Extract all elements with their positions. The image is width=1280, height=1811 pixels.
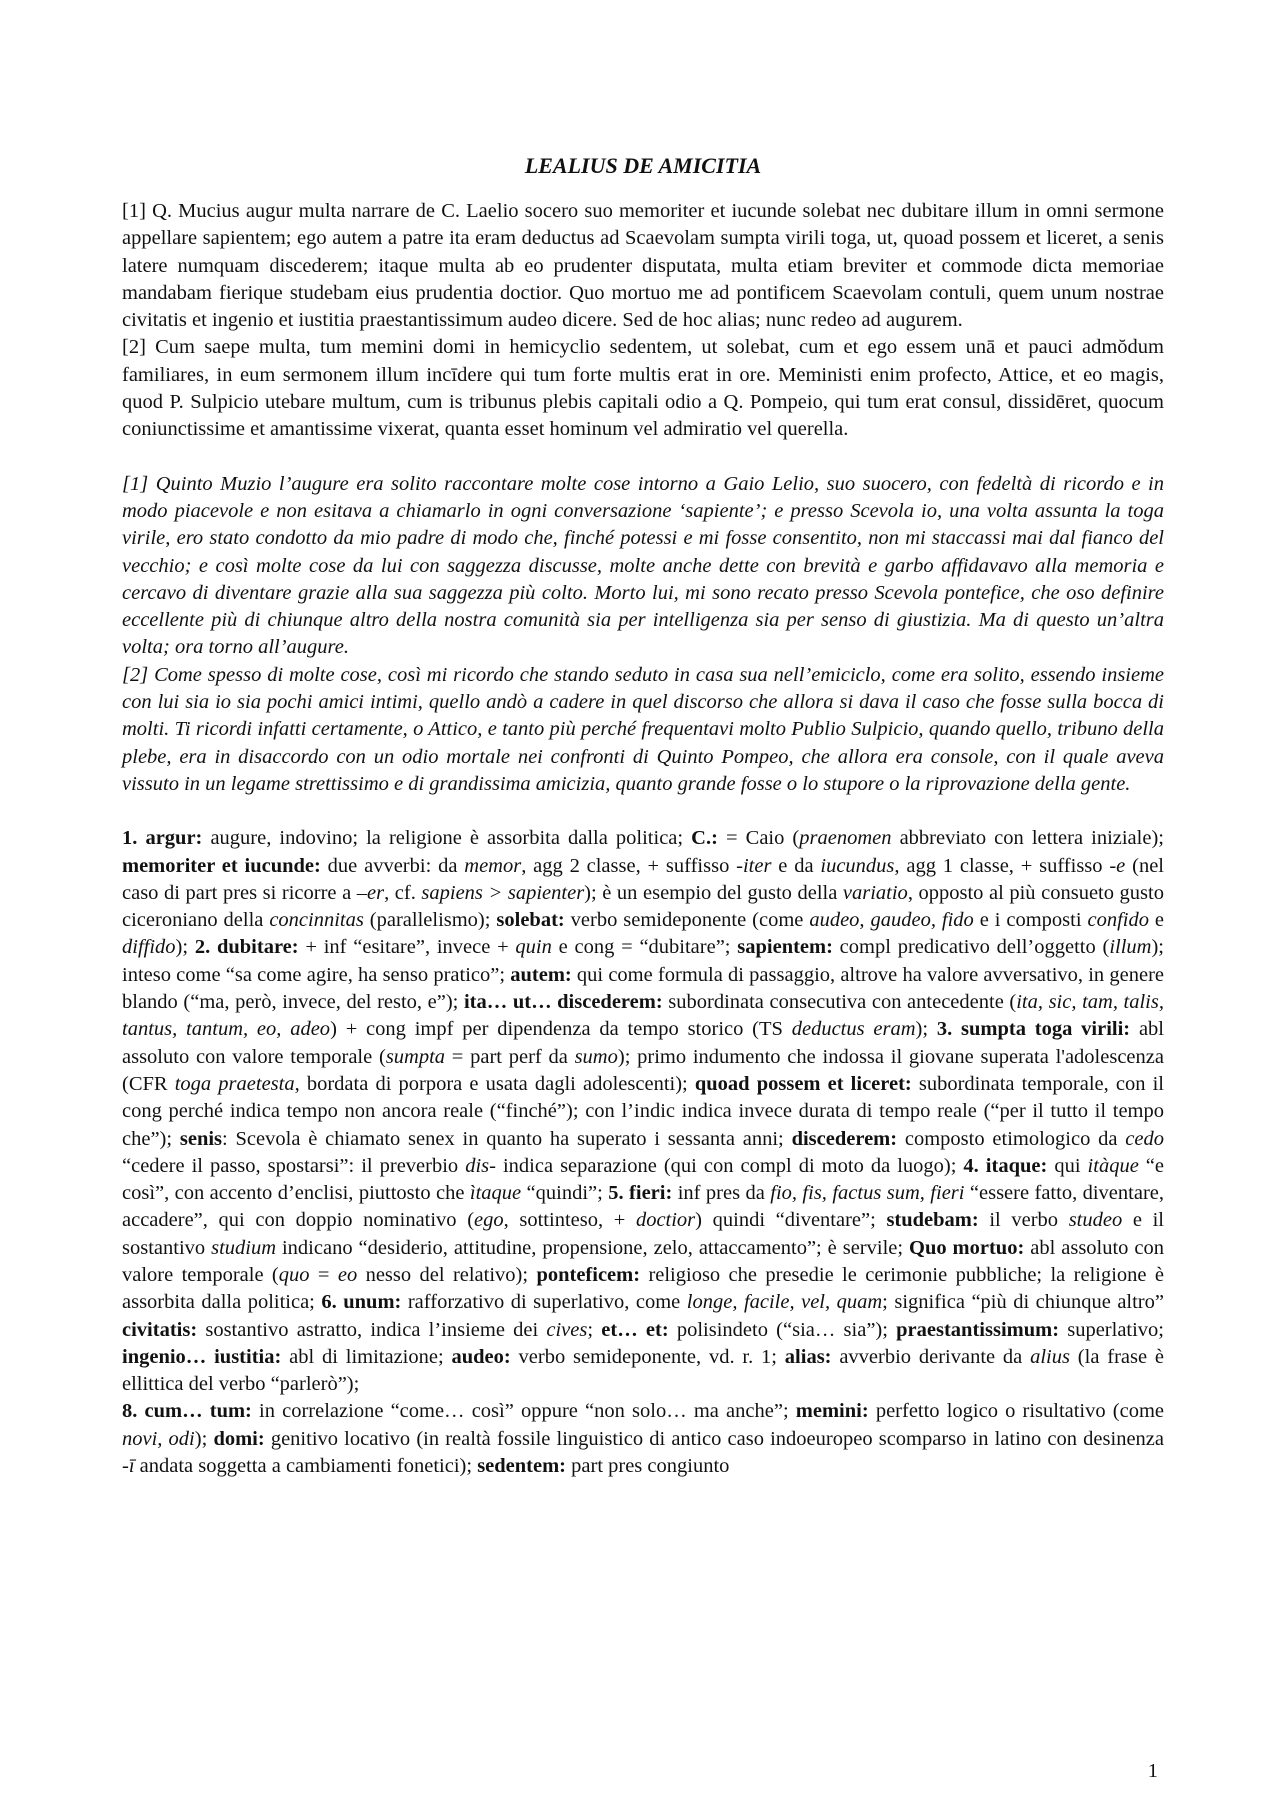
note-text: sostantivo astratto, indica l’insieme dei [197, 1318, 547, 1341]
note-italic: -ī [122, 1455, 135, 1478]
note-text: polisindeto (“sia… sia”); [668, 1318, 897, 1341]
note-italic: alius [1030, 1345, 1070, 1368]
note-text: andata soggetta a cambiamenti fonetici); [134, 1455, 478, 1478]
note-text: ); [194, 1427, 214, 1450]
note-term: 3. sumpta toga virili: [936, 1018, 1131, 1041]
note-text: verbo semideponente, vd. r. 1; [510, 1345, 785, 1368]
note-text: compl predicativo dell’oggetto ( [832, 936, 1110, 959]
note-italic: iucundus [820, 854, 895, 877]
note-text: = Caio ( [717, 827, 800, 850]
note-term: sapientem: [737, 936, 833, 959]
note-italic: fio, fis, factus sum, fieri [770, 1182, 965, 1205]
note-text: : Scevola è chiamato senex in quanto ha superato i sessanta anni; [222, 1127, 792, 1150]
note-text: ); è un esempio del gusto della [584, 881, 843, 904]
note-italic: diffido [122, 936, 176, 959]
note-italic: variatio [842, 881, 908, 904]
note-text: augure, indovino; la religione è assorbita dalla politica; [202, 827, 692, 850]
note-text: perfetto logico o risultativo (come [868, 1400, 1164, 1423]
note-term: memoriter et iucunde: [122, 854, 321, 877]
note-text: = part perf da [445, 1045, 575, 1068]
note-term: alias: [784, 1345, 832, 1368]
note-italic: sapiens > sapienter [421, 881, 585, 904]
note-text: ); [175, 936, 195, 959]
notes-paragraph-1 [122, 825, 1164, 1398]
note-text: religioso che presedie le cerimonie pubbliche; la religione è assorbita dalla politica; [122, 1263, 1164, 1314]
note-text: (nel caso di part pres si ricorre a [122, 854, 1164, 904]
note-italic: memor [464, 854, 522, 877]
note-italic: dis- [465, 1154, 496, 1177]
note-italic: novi, odi [122, 1427, 195, 1450]
note-term: Quo mortuo: [909, 1236, 1025, 1259]
note-text: avverbio derivante da [831, 1345, 1031, 1368]
note-term: sedentem: [477, 1455, 567, 1478]
note-italic: eo [337, 1263, 358, 1286]
note-italic: -e [1109, 854, 1126, 877]
note-text: , cf. [384, 881, 422, 904]
note-italic: illum [1109, 936, 1152, 959]
note-text: superlativo; [1059, 1318, 1164, 1341]
note-term: quoad possem et liceret: [694, 1072, 912, 1095]
note-italic: studeo [1068, 1209, 1123, 1232]
note-text: ); [915, 1018, 937, 1041]
document-title: LEALIUS DE AMICITIA [524, 153, 762, 178]
note-italic: cedo [1125, 1127, 1164, 1150]
note-italic: deductus eram [791, 1018, 916, 1041]
note-term: domi: [213, 1427, 265, 1450]
note-italic: -iter [736, 854, 772, 877]
note-italic: audeo, gaudeo, fido [809, 909, 974, 932]
note-text: qui [1047, 1154, 1088, 1177]
notes-paragraph-2 [122, 1398, 1164, 1480]
note-term: 5. fieri: [608, 1182, 673, 1205]
note-italic: ita, sic, tam, talis, tantus, tantum, eo, adeo [122, 991, 1164, 1041]
note-text: e i composti [973, 909, 1088, 932]
note-term: ingenio… iustitia: [122, 1345, 282, 1368]
page-number: 1 [1147, 1760, 1158, 1782]
note-text: , opposto al più consueto gusto ciceroniano della [122, 881, 1164, 932]
note-term: audeo: [451, 1345, 511, 1368]
note-text: nesso del relativo); [357, 1263, 537, 1286]
note-term: 2. dubitare: [194, 936, 299, 959]
note-text: ); primo indumento che indossa il giovane superata l'adolescenza (CFR [122, 1045, 1164, 1095]
note-text: subordinata temporale, con il cong perché indica tempo non ancora reale (“finché”); con l’indic indica invece durata di tempo reale (“per il tutto il tempo che”); [122, 1072, 1164, 1150]
note-text: due avverbi: da [320, 854, 465, 877]
note-italic: confido [1087, 909, 1149, 932]
note-text: e cong = “dubitare”; [551, 936, 738, 959]
note-text: e da [771, 854, 821, 877]
note-term: 8. cum… tum: [122, 1400, 252, 1423]
note-term: praestantissimum: [896, 1318, 1060, 1341]
note-term: 4. itaque: [963, 1154, 1048, 1177]
note-text: abl assoluto con valore temporale ( [122, 1018, 1164, 1068]
note-text: subordinata consecutiva con antecedente ( [662, 991, 1017, 1014]
note-text: part pres congiunto [566, 1455, 730, 1478]
note-text: , agg 2 classe, + suffisso [521, 854, 737, 877]
latin-paragraph-2: [2] Cum saepe multa, tum memini domi in hemicyclio sedentem, ut solebat, cum et ego essem unā et pauci admŏdum familiares, in eum sermonem illum incīdere qui tum forte multis erat in ore. Meministi enim profecto, Attice, et eo magis, quod P. Sulpicio utebare multum, cum is tribunus plebis capitali odio a Q. Pompeio, qui tum erat consul, dissidēret, quocum coniunctissime et amantissime vixerat, quanta esset hominum vel admiratio vel querella. [122, 336, 1164, 441]
note-text: , agg 1 classe, + suffisso [894, 854, 1110, 877]
note-term: autem: [510, 963, 572, 986]
note-text: (parallelismo); [363, 909, 497, 932]
note-italic: quo [278, 1263, 310, 1286]
note-italic: studium [211, 1236, 277, 1259]
spacer [122, 444, 1164, 471]
italian-paragraph-2: [2] Come spesso di molte cose, così mi ricordo che stando seduto in casa sua nell’emiciclo, come era solito, essendo insieme con lui sia io sia pochi amici intimi, quello andò a cadere in quel discorso che allora si dava il caso che fosse sulla bocca di molti. Ti ricordi infatti certamente, o Attico, e tanto più perché frequentavi molto Publio Sulpicio, quando quello, tribuno della plebe, era in disaccordo con un odio mortale nei confronti di Quinto Pompeo, che allora era console, con il quale aveva vissuto in un legame strettissimo e di grandissima amicizia, quanto grande fosse o lo stupore o la riprovazione della gente. [122, 663, 1164, 795]
note-text: ) + cong impf per dipendenza da tempo storico (TS [330, 1018, 792, 1041]
note-text: , sottinteso, + [503, 1209, 636, 1232]
note-term: discederem: [791, 1127, 898, 1150]
note-italic: longe, facile, vel, quam [686, 1291, 883, 1314]
note-italic: sumpta [385, 1045, 446, 1068]
note-term: solebat: [496, 909, 565, 932]
note-text: (la frase è ellittica del verbo “parlerò”); [122, 1345, 1164, 1396]
note-text: genitivo locativo (in realtà fossile linguistico di antico caso indoeuropeo scomparso in latino con desinenza [264, 1427, 1164, 1450]
note-term: civitatis: [122, 1318, 198, 1341]
note-term: 1. argur: [122, 827, 203, 850]
note-text: il verbo [978, 1209, 1069, 1232]
note-text: abl di limitazione; [281, 1345, 452, 1368]
note-italic: sumo [574, 1045, 618, 1068]
note-text: composto etimologico da [897, 1127, 1126, 1150]
note-text: “cedere il passo, spostarsi”: il preverbio [122, 1154, 466, 1177]
note-italic: toga praetesta [174, 1072, 295, 1095]
note-text: = [309, 1263, 338, 1286]
note-text: verbo semideponente (come [564, 909, 810, 932]
note-text: “e così”, con accento d’enclisi, piuttosto che [122, 1154, 1165, 1205]
note-text: rafforzativo di superlativo, come [401, 1291, 687, 1314]
note-text: inf pres da [672, 1182, 771, 1205]
note-text: abbreviato con lettera iniziale); [891, 827, 1164, 850]
note-italic: ìtaque [469, 1182, 522, 1205]
note-text: qui come formula di passaggio, altrove ha valore avversativo, in genere blando (“ma, però, invece, del resto, e”); [122, 963, 1165, 1014]
note-text: ; [587, 1318, 602, 1341]
note-text: abl assoluto con valore temporale ( [122, 1236, 1164, 1286]
note-italic: itàque [1087, 1154, 1139, 1177]
note-italic: praenomen [799, 827, 892, 850]
note-term: ponteficem: [536, 1263, 641, 1286]
italian-paragraph-1: [1] Quinto Muzio l’augure era solito raccontare molte cose intorno a Gaio Lelio, suo suocero, con fedeltà di ricordo e in modo piacevole e non esitava a chiamarlo in ogni conversazione ‘sapiente’; e presso Scevola io, una volta assunta la toga virile, ero stato condotto da mio padre di modo che, finché potessi e mi fosse consentito, non mi staccassi mai dal fianco del vecchio; e così molte cose da lui con saggezza discusse, molte anche dette con brevità e garbo affidavavo alla memoria e cercavo di diventare grazie alla sua saggezza più colto. Morto lui, mi sono recato presso Scevola pontefice, che oso definire eccellente più di chiunque altro della nostra comunità sia per intelligenza sia per senso di giustizia. Ma di questo un’altra volta; ora torno all’augure. [122, 472, 1164, 659]
note-text: + inf “esitare”, invece + [298, 936, 516, 959]
note-text: ; significa “più di chiunque altro” [882, 1291, 1164, 1314]
note-term: senis [179, 1127, 223, 1150]
note-text: in correlazione “come… così” oppure “non solo… ma anche”; [251, 1400, 796, 1423]
page-content [122, 152, 1164, 1480]
note-italic: cives [546, 1318, 588, 1341]
latin-paragraph-1: [1] Q. Mucius augur multa narrare de C. Laelio socero suo memoriter et iucunde solebat nec dubitare illum in omni sermone appellare sapientem; ego autem a patre ita eram deductus ad Scaevolam sumpta virili toga, ut, quoad possem et liceret, a senis latere numquam discederem; itaque multa ab eo prudenter disputata, multa etiam breviter et commode dicta memoriae mandabam fierique studebam eius prudentia doctior. Quo mortuo me ad pontificem Scaevolam contuli, quem unum nostrae civitatis et ingenio et iustitia praestantissimum audeo dicere. Sed de hoc alias; nunc redeo ad augurem. [122, 200, 1164, 332]
note-italic: –er [356, 881, 385, 904]
note-text: indicano “desiderio, attitudine, propensione, zelo, attaccamento”; è servile; [276, 1236, 910, 1259]
note-term: C.: [691, 827, 718, 850]
note-text: ); inteso come “sa come agire, ha senso pratico”; [122, 936, 1164, 986]
note-term: studebam: [886, 1209, 979, 1232]
note-italic: ego [474, 1209, 504, 1232]
note-text: “quindi”; [521, 1182, 609, 1205]
note-term: ita… ut… discederem: [463, 991, 663, 1014]
note-text: e il sostantivo [122, 1209, 1164, 1259]
note-text: indica separazione (qui con compl di moto da luogo); [495, 1154, 964, 1177]
note-italic: doctior [635, 1209, 696, 1232]
note-text: , bordata di porpora e usata dagli adolescenti); [294, 1072, 695, 1095]
note-text: e [1148, 909, 1165, 932]
note-text: “essere fatto, diventare, accadere”, qui con doppio nominativo ( [122, 1182, 1164, 1232]
note-italic: quin [515, 936, 552, 959]
spacer [122, 798, 1164, 825]
note-italic: concinnitas [269, 909, 364, 932]
note-term: et… et: [601, 1318, 669, 1341]
note-text: ) quindi “diventare”; [695, 1209, 887, 1232]
note-term: 6. unum: [321, 1291, 402, 1314]
note-term: memini: [795, 1400, 869, 1423]
